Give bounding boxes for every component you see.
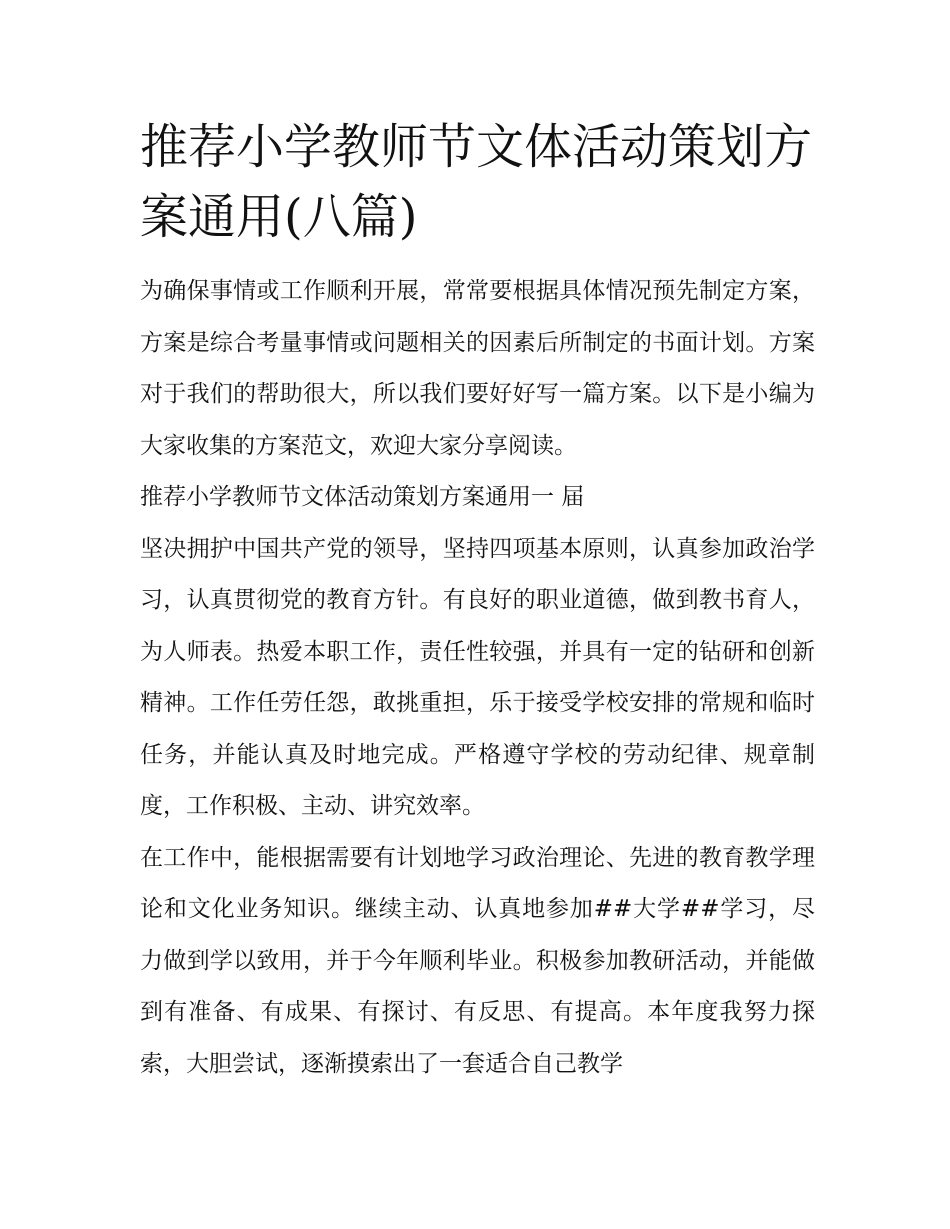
document-page [140, 112, 815, 1090]
document-title: 推荐小学教师节文体活动策划方案通用(八篇) [140, 119, 813, 245]
intro-paragraph: 为确保事情或工作顺利开展，常常要根据具体情况预先制定方案，方案是综合考量事情或问题相关的因素后所制定的书面计划。方案对于我们的帮助很大，所以我们要好好写一篇方案。以下是小编为大家收集的方案范文，欢迎大家分享阅读。 [140, 278, 815, 459]
body-paragraph-2: 在工作中，能根据需要有计划地学习政治理论、先进的教育教学理论和文化业务知识。继续主动、认真地参加##大学##学习，尽力做到学以致用，并于今年顺利毕业。积极参加教研活动，并能做到有准备、有成果、有探讨、有反思、有提高。本年度我努力探索，大胆尝试，逐渐摸索出了一套适合自己教学 [140, 844, 815, 1077]
body-paragraph-1: 坚决拥护中国共产党的领导，坚持四项基本原则，认真参加政治学习，认真贯彻党的教育方针。有良好的职业道德，做到教书育人，为人师表。热爱本职工作，责任性较强，并具有一定的钻研和创新精神。工作任劳任怨，敢挑重担，乐于接受学校安排的常规和临时任务，并能认真及时地完成。严格遵守学校的劳动纪律、规章制度，工作积极、主动、讲究效率。 [140, 535, 815, 819]
section-heading: 推荐小学教师节文体活动策划方案通用一 届 [140, 484, 585, 510]
